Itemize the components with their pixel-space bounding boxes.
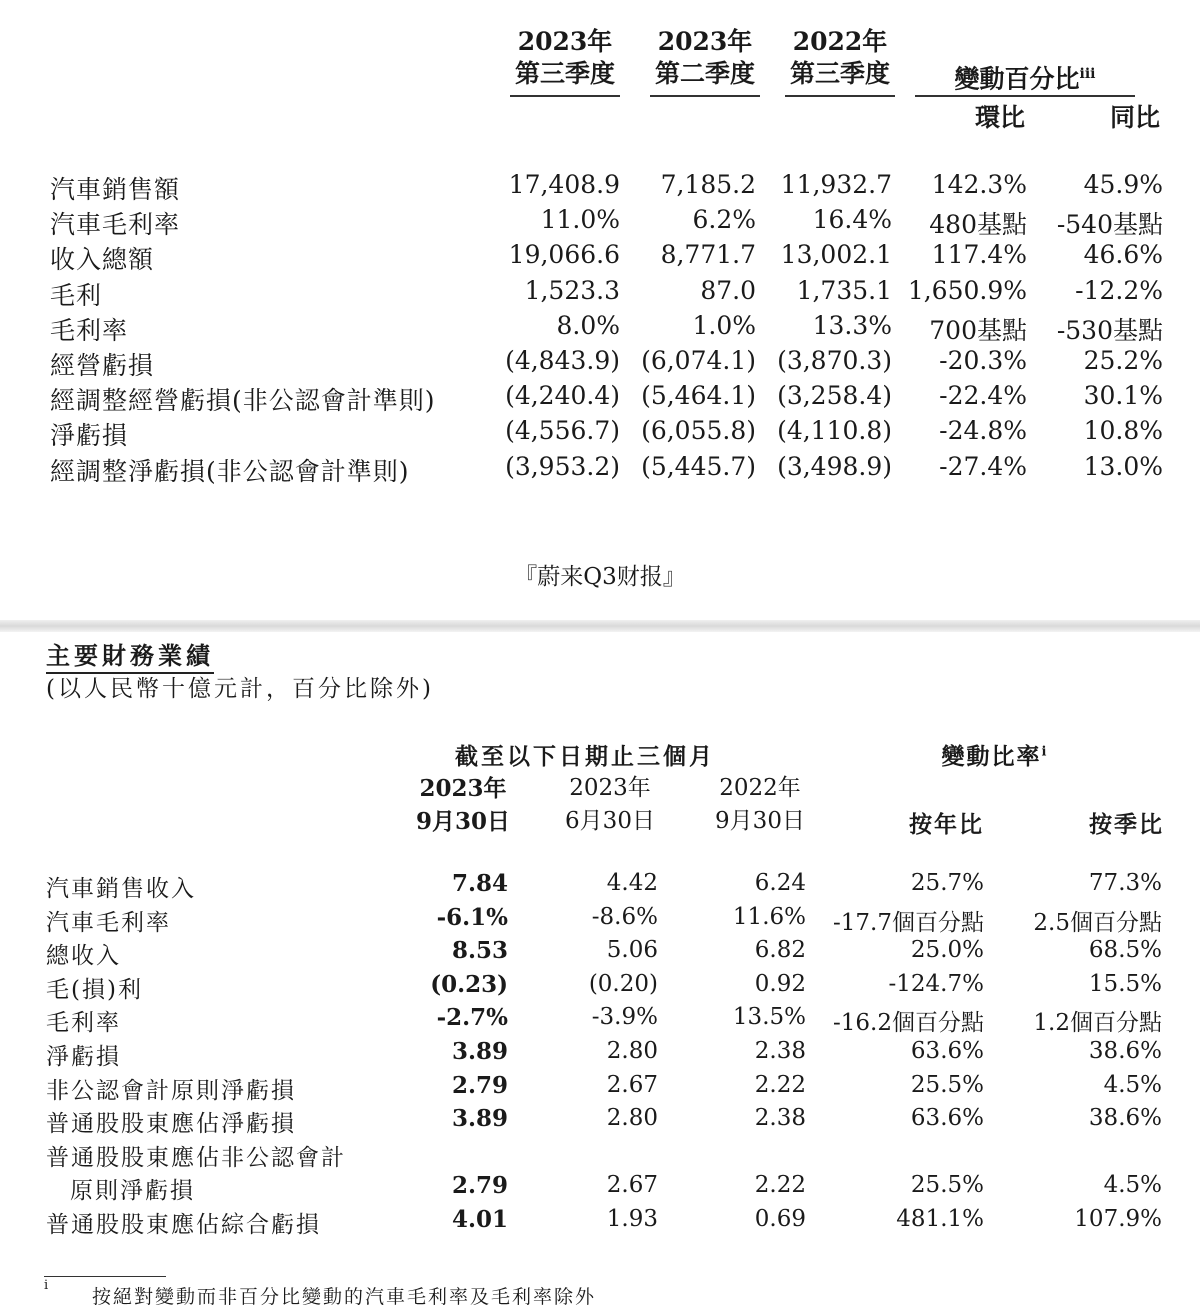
top-row-cell: 13.0% xyxy=(1083,451,1163,481)
top-row-cell: (3,498.9) xyxy=(777,451,892,481)
bottom-row-cell: 7.84 xyxy=(451,870,508,897)
top-row-cell: 10.8% xyxy=(1083,416,1163,446)
bottom-row-cell: 13.5% xyxy=(732,1004,806,1031)
top-col-header-1: 2023年 第三季度 xyxy=(514,27,615,88)
top-row-cell: (4,240.4) xyxy=(505,381,620,411)
bottom-row-cell: 25.5% xyxy=(910,1071,984,1098)
top-row-cell: -12.2% xyxy=(1075,275,1163,305)
bottom-row-cell: 1.93 xyxy=(606,1206,658,1232)
top-row-cell: (5,445.7) xyxy=(641,451,756,481)
top-row-cell: 1,523.3 xyxy=(524,275,620,305)
top-row-cell: (4,556.7) xyxy=(505,416,620,446)
bottom-period-header: 截至以下日期止三個月 xyxy=(455,743,715,770)
bottom-row-cell: 8.53 xyxy=(451,937,508,965)
top-row-cell: 19,066.6 xyxy=(508,240,620,270)
bottom-subheader-qoq: 按季比 xyxy=(1089,811,1164,838)
top-col-header-2: 2023年 第二季度 xyxy=(654,27,755,88)
image-divider xyxy=(0,620,1200,632)
top-header-rule-1 xyxy=(510,95,620,97)
top-row-cell: 6.2% xyxy=(692,205,756,235)
bottom-row-cell: 63.6% xyxy=(910,1038,984,1064)
top-row-cell: (4,110.8) xyxy=(777,416,892,446)
top-subheader-yoy: 同比 xyxy=(1109,103,1160,132)
bottom-row-cell: 4.5% xyxy=(1103,1172,1162,1199)
top-row-cell: 117.4% xyxy=(931,240,1027,270)
top-row-cell: 1,650.9% xyxy=(907,275,1027,305)
bottom-row-cell: 4.01 xyxy=(451,1206,508,1233)
top-row-cell: 17,408.9 xyxy=(508,170,620,199)
top-row-cell: 87.0 xyxy=(700,275,756,305)
bottom-row-cell: 3.89 xyxy=(451,1038,508,1065)
bottom-row-label: 汽車銷售收入 xyxy=(46,876,196,902)
bottom-row-cell: 2.79 xyxy=(451,1071,508,1099)
top-row-cell: 13.3% xyxy=(812,310,892,340)
bottom-row-cell: 25.0% xyxy=(910,937,984,964)
bottom-row-cell: 2.22 xyxy=(754,1071,806,1098)
bottom-row-cell: 2.38 xyxy=(754,1105,806,1132)
bottom-row-cell: 3.89 xyxy=(451,1105,508,1133)
bottom-row-cell: 0.69 xyxy=(754,1206,806,1232)
bottom-row-label: 普通股股東應佔綜合虧損 xyxy=(46,1212,321,1238)
bottom-row-label: 毛利率 xyxy=(46,1010,121,1037)
top-row-cell: 8.0% xyxy=(556,310,620,340)
bottom-row-cell: 11.6% xyxy=(732,903,806,930)
top-row-label: 汽車銷售額 xyxy=(50,175,181,204)
top-row-cell: (3,258.4) xyxy=(777,381,892,411)
top-caption: 『蔚来Q3财报』 xyxy=(514,564,686,590)
top-row-cell: (6,055.8) xyxy=(641,416,756,446)
bottom-col-header-2: 2023年 6月30日 xyxy=(565,775,655,834)
bottom-row-cell: 25.7% xyxy=(910,870,984,896)
bottom-row-cell: -2.7% xyxy=(436,1004,508,1032)
top-row-cell: 13,002.1 xyxy=(780,240,892,270)
bottom-row-cell: 77.3% xyxy=(1088,870,1162,896)
bottom-row-label: 普通股股東應佔非公認會計 xyxy=(46,1144,346,1171)
bottom-row-cell: 481.1% xyxy=(896,1206,984,1232)
footnote-mark: i xyxy=(44,1278,49,1293)
top-row-cell: 1,735.1 xyxy=(796,275,892,305)
top-row-cell: 700基點 xyxy=(929,315,1027,345)
bottom-row-cell: 15.5% xyxy=(1088,970,1162,997)
top-header-rule-2 xyxy=(650,95,760,97)
bottom-row-label: 總收入 xyxy=(46,943,121,970)
top-row-cell: (4,843.9) xyxy=(505,346,620,375)
bottom-row-label: 淨虧損 xyxy=(46,1044,121,1070)
bottom-row-cell: 4.5% xyxy=(1103,1071,1162,1098)
top-row-cell: 142.3% xyxy=(931,170,1027,199)
bottom-row-cell: 2.80 xyxy=(606,1038,658,1064)
top-header-rule-4 xyxy=(915,95,1135,97)
top-row-label: 經營虧損 xyxy=(50,351,155,380)
top-subheader-qoq: 環比 xyxy=(974,103,1025,132)
bottom-row-label: 原則淨虧損 xyxy=(70,1178,195,1205)
bottom-row-cell: 68.5% xyxy=(1088,937,1162,964)
top-row-label: 汽車毛利率 xyxy=(50,210,181,240)
bottom-row-cell: 2.80 xyxy=(606,1105,658,1132)
top-row-cell: 25.2% xyxy=(1083,346,1163,375)
bottom-subtitle: (以人民幣十億元計，百分比除外) xyxy=(46,676,434,702)
bottom-row-cell: 0.92 xyxy=(754,970,806,997)
bottom-row-label: 普通股股東應佔淨虧損 xyxy=(46,1111,296,1138)
top-row-cell: 7,185.2 xyxy=(660,170,756,199)
bottom-row-cell: -6.1% xyxy=(436,903,508,931)
bottom-row-cell: -3.9% xyxy=(591,1004,658,1031)
bottom-row-cell: (0.20) xyxy=(588,970,658,997)
top-row-cell: -22.4% xyxy=(939,381,1027,411)
bottom-row-label: 汽車毛利率 xyxy=(46,909,171,936)
bottom-row-cell: 4.42 xyxy=(606,870,658,896)
top-row-cell: -540基點 xyxy=(1056,210,1163,240)
bottom-row-cell: 2.79 xyxy=(451,1172,508,1200)
bottom-row-cell: 2.67 xyxy=(606,1172,658,1199)
bottom-row-cell: 2.5個百分點 xyxy=(1033,909,1162,936)
top-row-cell: 1.0% xyxy=(692,310,756,340)
bottom-col-header-1: 2023年 9月30日 xyxy=(415,775,510,835)
top-row-cell: 480基點 xyxy=(929,210,1027,240)
top-row-label: 收入總額 xyxy=(50,245,155,275)
bottom-row-label: 非公認會計原則淨虧損 xyxy=(46,1077,296,1104)
bottom-row-cell: 2.22 xyxy=(754,1172,806,1199)
top-row-label: 經調整淨虧損(非公認會計準則) xyxy=(50,456,410,486)
bottom-row-cell: 107.9% xyxy=(1074,1206,1162,1232)
top-row-cell: 30.1% xyxy=(1083,381,1163,411)
bottom-row-cell: 1.2個百分點 xyxy=(1033,1010,1162,1037)
footnote-rule xyxy=(44,1276,166,1277)
bottom-row-cell: 6.24 xyxy=(754,870,806,896)
bottom-row-cell: 63.6% xyxy=(910,1105,984,1132)
top-row-cell: 8,771.7 xyxy=(660,240,756,270)
top-row-cell: -27.4% xyxy=(939,451,1027,481)
top-row-cell: 45.9% xyxy=(1083,170,1163,199)
bottom-row-cell: 38.6% xyxy=(1088,1038,1162,1064)
top-row-cell: 16.4% xyxy=(812,205,892,235)
top-row-label: 淨虧損 xyxy=(50,421,129,451)
bottom-row-cell: 2.67 xyxy=(606,1071,658,1098)
top-header-rule-3 xyxy=(785,95,895,97)
bottom-row-cell: 5.06 xyxy=(606,937,658,964)
bottom-row-cell: -16.2個百分點 xyxy=(833,1010,984,1037)
bottom-row-cell: -124.7% xyxy=(888,970,984,997)
top-change-header: 變動百分比$^{iii}$ xyxy=(954,64,1096,94)
bottom-row-label: 毛(損)利 xyxy=(46,976,143,1003)
top-row-cell: 11.0% xyxy=(540,205,620,235)
bottom-title: 主要財務業績 xyxy=(46,636,214,674)
top-row-cell: (6,074.1) xyxy=(641,346,756,375)
top-col-header-3: 2022年 第三季度 xyxy=(789,27,890,88)
top-row-cell: (5,464.1) xyxy=(641,381,756,411)
bottom-subheader-yoy: 按年比 xyxy=(909,811,984,838)
top-row-cell: 46.6% xyxy=(1083,240,1163,270)
top-row-cell: -530基點 xyxy=(1056,315,1163,345)
bottom-row-cell: (0.23) xyxy=(430,970,508,998)
top-row-cell: -20.3% xyxy=(939,346,1027,375)
top-row-cell: 11,932.7 xyxy=(780,170,892,199)
top-row-cell: (3,870.3) xyxy=(777,346,892,375)
bottom-row-cell: -17.7個百分點 xyxy=(833,909,984,936)
top-row-label: 毛利 xyxy=(50,280,103,310)
top-row-label: 經調整經營虧損(非公認會計準則) xyxy=(50,386,436,416)
bottom-col-header-3: 2022年 9月30日 xyxy=(715,775,805,834)
bottom-change-header: 變動比率$^i$ xyxy=(941,743,1049,770)
top-row-cell: -24.8% xyxy=(939,416,1027,446)
bottom-row-cell: -8.6% xyxy=(591,903,658,930)
bottom-row-cell: 25.5% xyxy=(910,1172,984,1199)
bottom-row-cell: 2.38 xyxy=(754,1038,806,1064)
bottom-row-cell: 38.6% xyxy=(1088,1105,1162,1132)
top-row-cell: (3,953.2) xyxy=(505,451,620,481)
bottom-row-cell: 6.82 xyxy=(754,937,806,964)
footnote-text: 按絕對變動而非百分比變動的汽車毛利率及毛利率除外 xyxy=(92,1286,597,1308)
top-row-label: 毛利率 xyxy=(50,315,129,345)
